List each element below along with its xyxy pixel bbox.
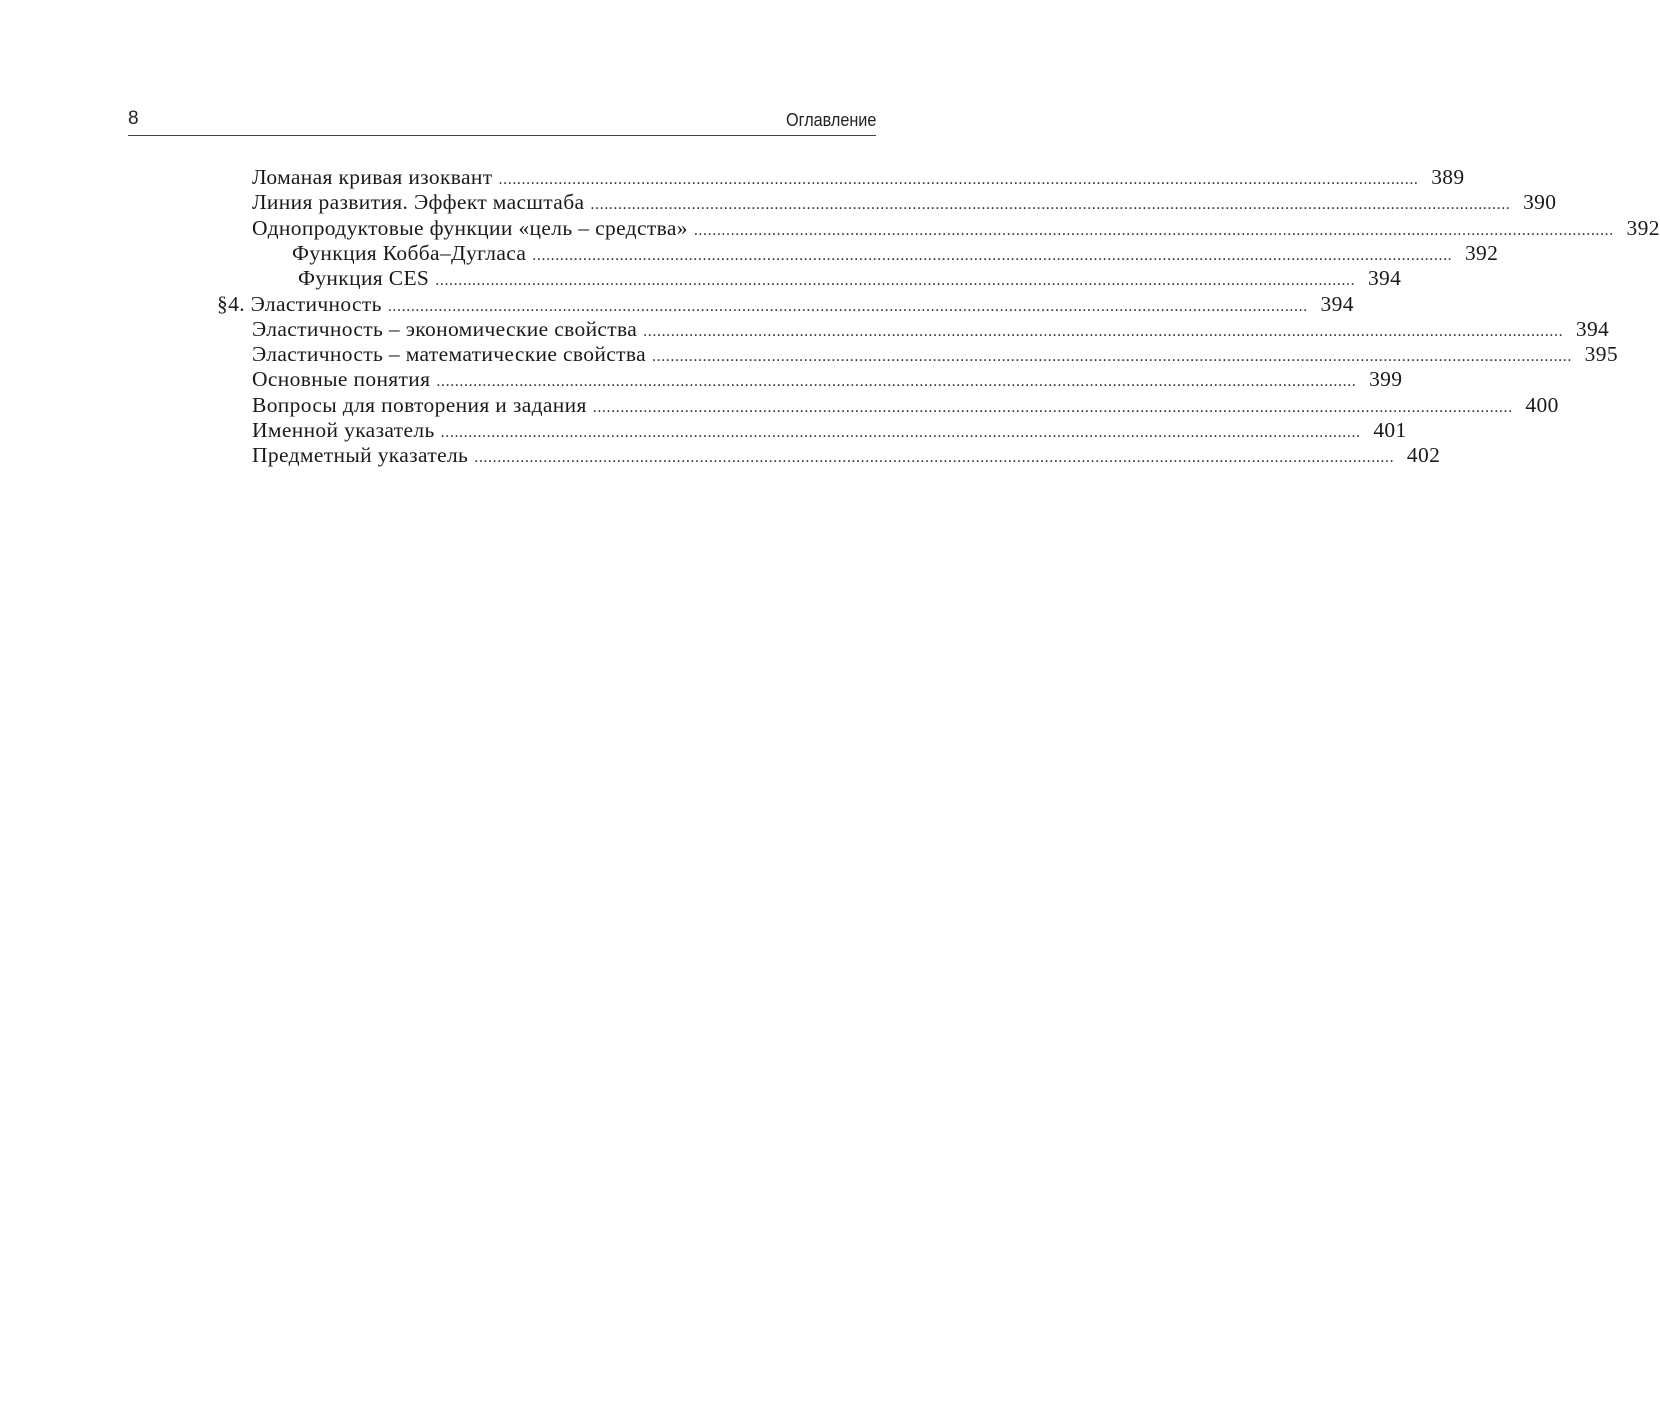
toc-entry-title: Линия развития. Эффект масштаба	[252, 190, 585, 215]
toc-entry-title: Функция Кобба–Дугласа	[292, 240, 527, 265]
toc-entry[interactable]	[252, 189, 1557, 215]
dot-leader: ........................................................................................................................................................................................................	[498, 171, 1419, 188]
toc-entry-page: 389	[1431, 165, 1465, 189]
dot-leader: ........................................................................................................................................................................................................	[592, 398, 1513, 416]
toc-entry[interactable]	[252, 215, 1660, 241]
dot-leader: ........................................................................................................................................................................................................	[693, 221, 1614, 239]
toc-entry-page: 395	[1584, 342, 1618, 367]
toc-entry-title: Предметный указатель	[252, 443, 469, 468]
dot-leader: ........................................................................................................................................................................................................	[590, 196, 1511, 214]
toc-entry-page: 400	[1525, 392, 1559, 417]
toc-entry[interactable]	[252, 392, 1559, 418]
toc-entry-title: Эластичность – экономические свойства	[252, 316, 638, 341]
toc-entry[interactable]	[252, 442, 1441, 468]
toc-entry[interactable]	[252, 341, 1618, 367]
toc-entry[interactable]	[252, 417, 1407, 443]
dot-leader: ........................................................................................................................................................................................................	[387, 297, 1308, 315]
toc-entry-title: Однопродуктовые функции «цель – средства»	[252, 215, 688, 240]
toc-entry-page: 394	[1575, 316, 1610, 341]
dot-leader: ........................................................................................................................................................................................................	[643, 322, 1564, 340]
toc-entry-page: 399	[1369, 367, 1403, 392]
toc-entry-title: Основные понятия	[252, 367, 431, 392]
toc-entry-title: §4. Эластичность	[217, 291, 382, 316]
running-title: Оглавление	[785, 110, 876, 130]
toc-entry-title: Ломаная кривая изоквант	[252, 165, 493, 189]
dot-leader: ........................................................................................................................................................................................................	[651, 348, 1572, 366]
dot-leader: ........................................................................................................................................................................................................	[435, 272, 1356, 290]
toc-entry-page: 392	[1464, 240, 1499, 265]
toc-entry[interactable]	[292, 240, 1499, 266]
toc-entry-page: 394	[1367, 266, 1402, 291]
dot-leader: ........................................................................................................................................................................................................	[474, 449, 1395, 467]
toc-entry-page: 401	[1373, 418, 1407, 442]
toc-entry-title: Именной указатель	[252, 418, 435, 442]
toc-entry-page: 394	[1320, 291, 1354, 316]
toc-entry-page: 392	[1626, 215, 1660, 240]
page-number: 8	[128, 108, 139, 129]
dot-leader: ........................................................................................................................................................................................................	[440, 424, 1361, 441]
toc-entry[interactable]	[252, 366, 1403, 392]
toc-entry[interactable]	[217, 291, 1354, 317]
toc-entry-title: Вопросы для повторения и задания	[252, 392, 587, 417]
toc-entry-page: 402	[1406, 443, 1441, 468]
toc-entry[interactable]	[252, 164, 1465, 190]
toc-entry-title: Функция CES	[298, 266, 430, 291]
toc-entry-title: Эластичность – математические свойства	[252, 342, 646, 367]
toc-entry-page: 390	[1523, 190, 1557, 215]
dot-leader: ........................................................................................................................................................................................................	[436, 373, 1357, 391]
dot-leader: ........................................................................................................................................................................................................	[532, 246, 1453, 264]
running-header	[128, 105, 876, 136]
toc-entry[interactable]	[252, 316, 1610, 342]
toc-entry[interactable]	[298, 265, 1402, 291]
